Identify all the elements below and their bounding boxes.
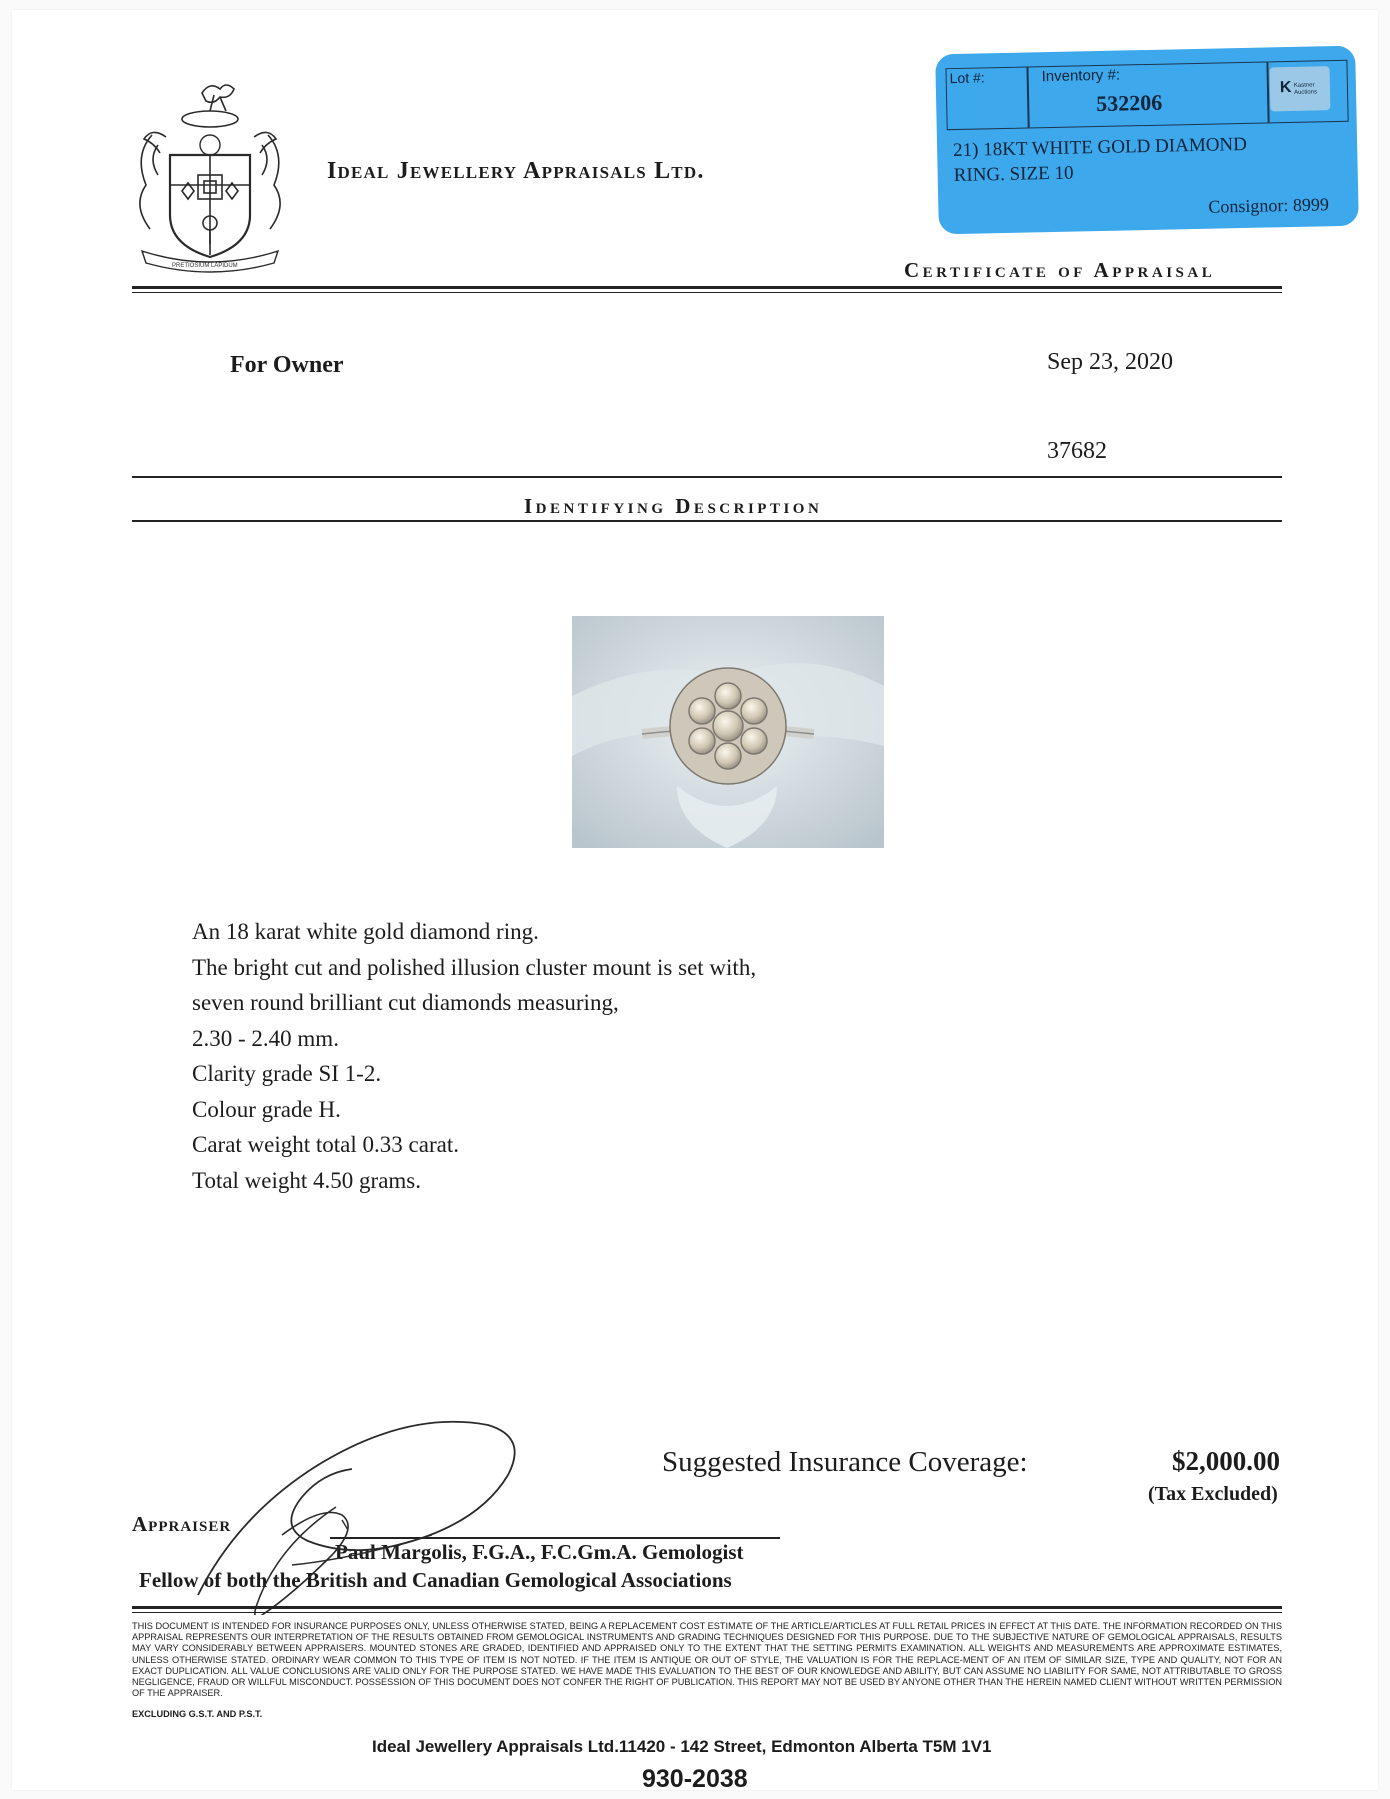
section-divider-bottom xyxy=(132,520,1282,522)
description-line: An 18 karat white gold diamond ring. xyxy=(192,919,539,944)
description-line: 2.30 - 2.40 mm. xyxy=(192,1025,339,1051)
reference-number: 37682 xyxy=(1047,438,1107,464)
appraiser-fellowship: Fellow of both the British and Canadian Gemological Associations xyxy=(139,1568,732,1592)
appraiser-label: Appraiser xyxy=(132,1512,232,1536)
auction-house-logo xyxy=(1270,66,1331,111)
consignor-number: Consignor: 8999 xyxy=(1208,194,1330,217)
label-item-line-1: 21) 18KT WHITE GOLD DIAMOND xyxy=(952,133,1248,162)
inventory-number: 532206 xyxy=(1095,89,1163,117)
ring-photo xyxy=(572,616,884,848)
tax-note: (Tax Excluded) xyxy=(1148,1483,1278,1505)
item-description xyxy=(192,914,756,1198)
description-line: Carat weight total 0.33 carat. xyxy=(192,1132,459,1157)
description-line: Colour grade H. xyxy=(192,1096,341,1122)
logo-letter: K xyxy=(1279,78,1292,97)
owner-label: For Owner xyxy=(230,352,344,378)
company-phone: 930-2038 xyxy=(642,1765,748,1793)
appraiser-name: Paul Margolis, F.G.A., F.C.Gm.A. Gemologist xyxy=(335,1540,744,1564)
insurance-label: Suggested Insurance Coverage: xyxy=(662,1446,1028,1478)
crest-motto-text: PRETIOSIUM LAPIDUM xyxy=(172,263,238,269)
legal-disclaimer: THIS DOCUMENT IS INTENDED FOR INSURANCE PURPOSES ONLY, UNLESS OTHERWISE STATED, BEING A REPLACEMENT COST ESTIMATE OF THE ARTICLE/ARTICLES AT FULL RETAIL PRICES IN EFFECT AT THIS DATE. THE INFORMATION RECORDED ON THIS APPRAISAL REPRESENTS OUR INTERPRETATION OF THE RESULTS OBTAINED FROM GEMOLOGICAL INSTRUMENTS AND GRADING TECHNIQUES DESIGNED FOR THIS PURPOSE. DUE TO THE SUBJECTIVE NATURE OF GEMOLOGICAL APPRAISALS, RESULTS MAY VARY CONSIDERABLY BETWEEN APPRAISERS. MOUNTED STONES ARE GRADED, IDENTIFIED AND APPRAISED ONLY TO THE EXTENT THAT THE SETTING PERMITS EXAMINATION. ALL WEIGHTS AND MEASUREMENTS ARE APPROXIMATE ESTIMATES, UNLESS OTHERWISE STATED. ORDINARY WEAR COMMON TO THIS TYPE OF ITEM IS NOT NOTED. IF THE ITEM IS ANTIQUE OR OUT OF STYLE, THE VALUATION IS FOR THE REPLACE-MENT OF AN ITEM OF SIMILAR SIZE, TYPE AND QUALITY, NOT FOR AN EXACT DUPLICATION. ALL VALUE CONCLUSIONS ARE VALID ONLY FOR THE PURPOSE STATED. WE HAVE MADE THIS EVALUATION TO THE BEST OF OUR KNOWLEDGE AND ABILITY, BUT CAN ASSUME NO LIABILITY FOR SAME, NOT ATTRIBUTABLE TO GROSS NEGLIGENCE, FRAUD OR WILLFUL MISCONDUCT. POSSESSION OF THIS DOCUMENT DOES NOT CONFER THE RIGHT OF PUBLICATION. THIS REPORT MAY NOT BE USED BY ANYONE OTHER THAN THE HEREIN NAMED CLIENT WITHOUT WRITTEN PERMISSION OF THE APPRAISER. xyxy=(132,1621,1282,1699)
certificate-page xyxy=(12,10,1378,1793)
inventory-label: Inventory #: xyxy=(1041,66,1121,86)
description-line: Clarity grade SI 1-2. xyxy=(192,1061,382,1086)
tax-disclaimer: EXCLUDING G.S.T. AND P.S.T. xyxy=(132,1709,263,1719)
description-line: seven round brilliant cut diamonds measuring, xyxy=(192,990,619,1015)
coat-of-arms-logo xyxy=(122,75,297,275)
section-title: Identifying Description xyxy=(524,494,823,518)
auction-label-sticker xyxy=(935,46,1359,235)
logo-text: Kastner Auctions xyxy=(1293,82,1318,96)
insurance-value: $2,000.00 xyxy=(1172,1446,1280,1476)
certificate-title: Certificate of Appraisal xyxy=(904,258,1216,282)
section-divider-top xyxy=(132,476,1282,478)
description-line: The bright cut and polished illusion cluster mount is set with, xyxy=(192,954,757,980)
header-divider xyxy=(132,286,1282,289)
footer-divider xyxy=(132,1606,1282,1609)
label-item-line-2: RING. SIZE 10 xyxy=(953,162,1074,187)
company-name: Ideal Jewellery Appraisals Ltd. xyxy=(327,158,705,184)
company-address: Ideal Jewellery Appraisals Ltd.11420 - 142 Street, Edmonton Alberta T5M 1V1 xyxy=(372,1737,992,1756)
lot-label: Lot #: xyxy=(949,69,985,87)
description-line: Total weight 4.50 grams. xyxy=(192,1167,421,1193)
appraisal-date: Sep 23, 2020 xyxy=(1047,349,1173,375)
appraiser-signature xyxy=(192,1405,552,1615)
